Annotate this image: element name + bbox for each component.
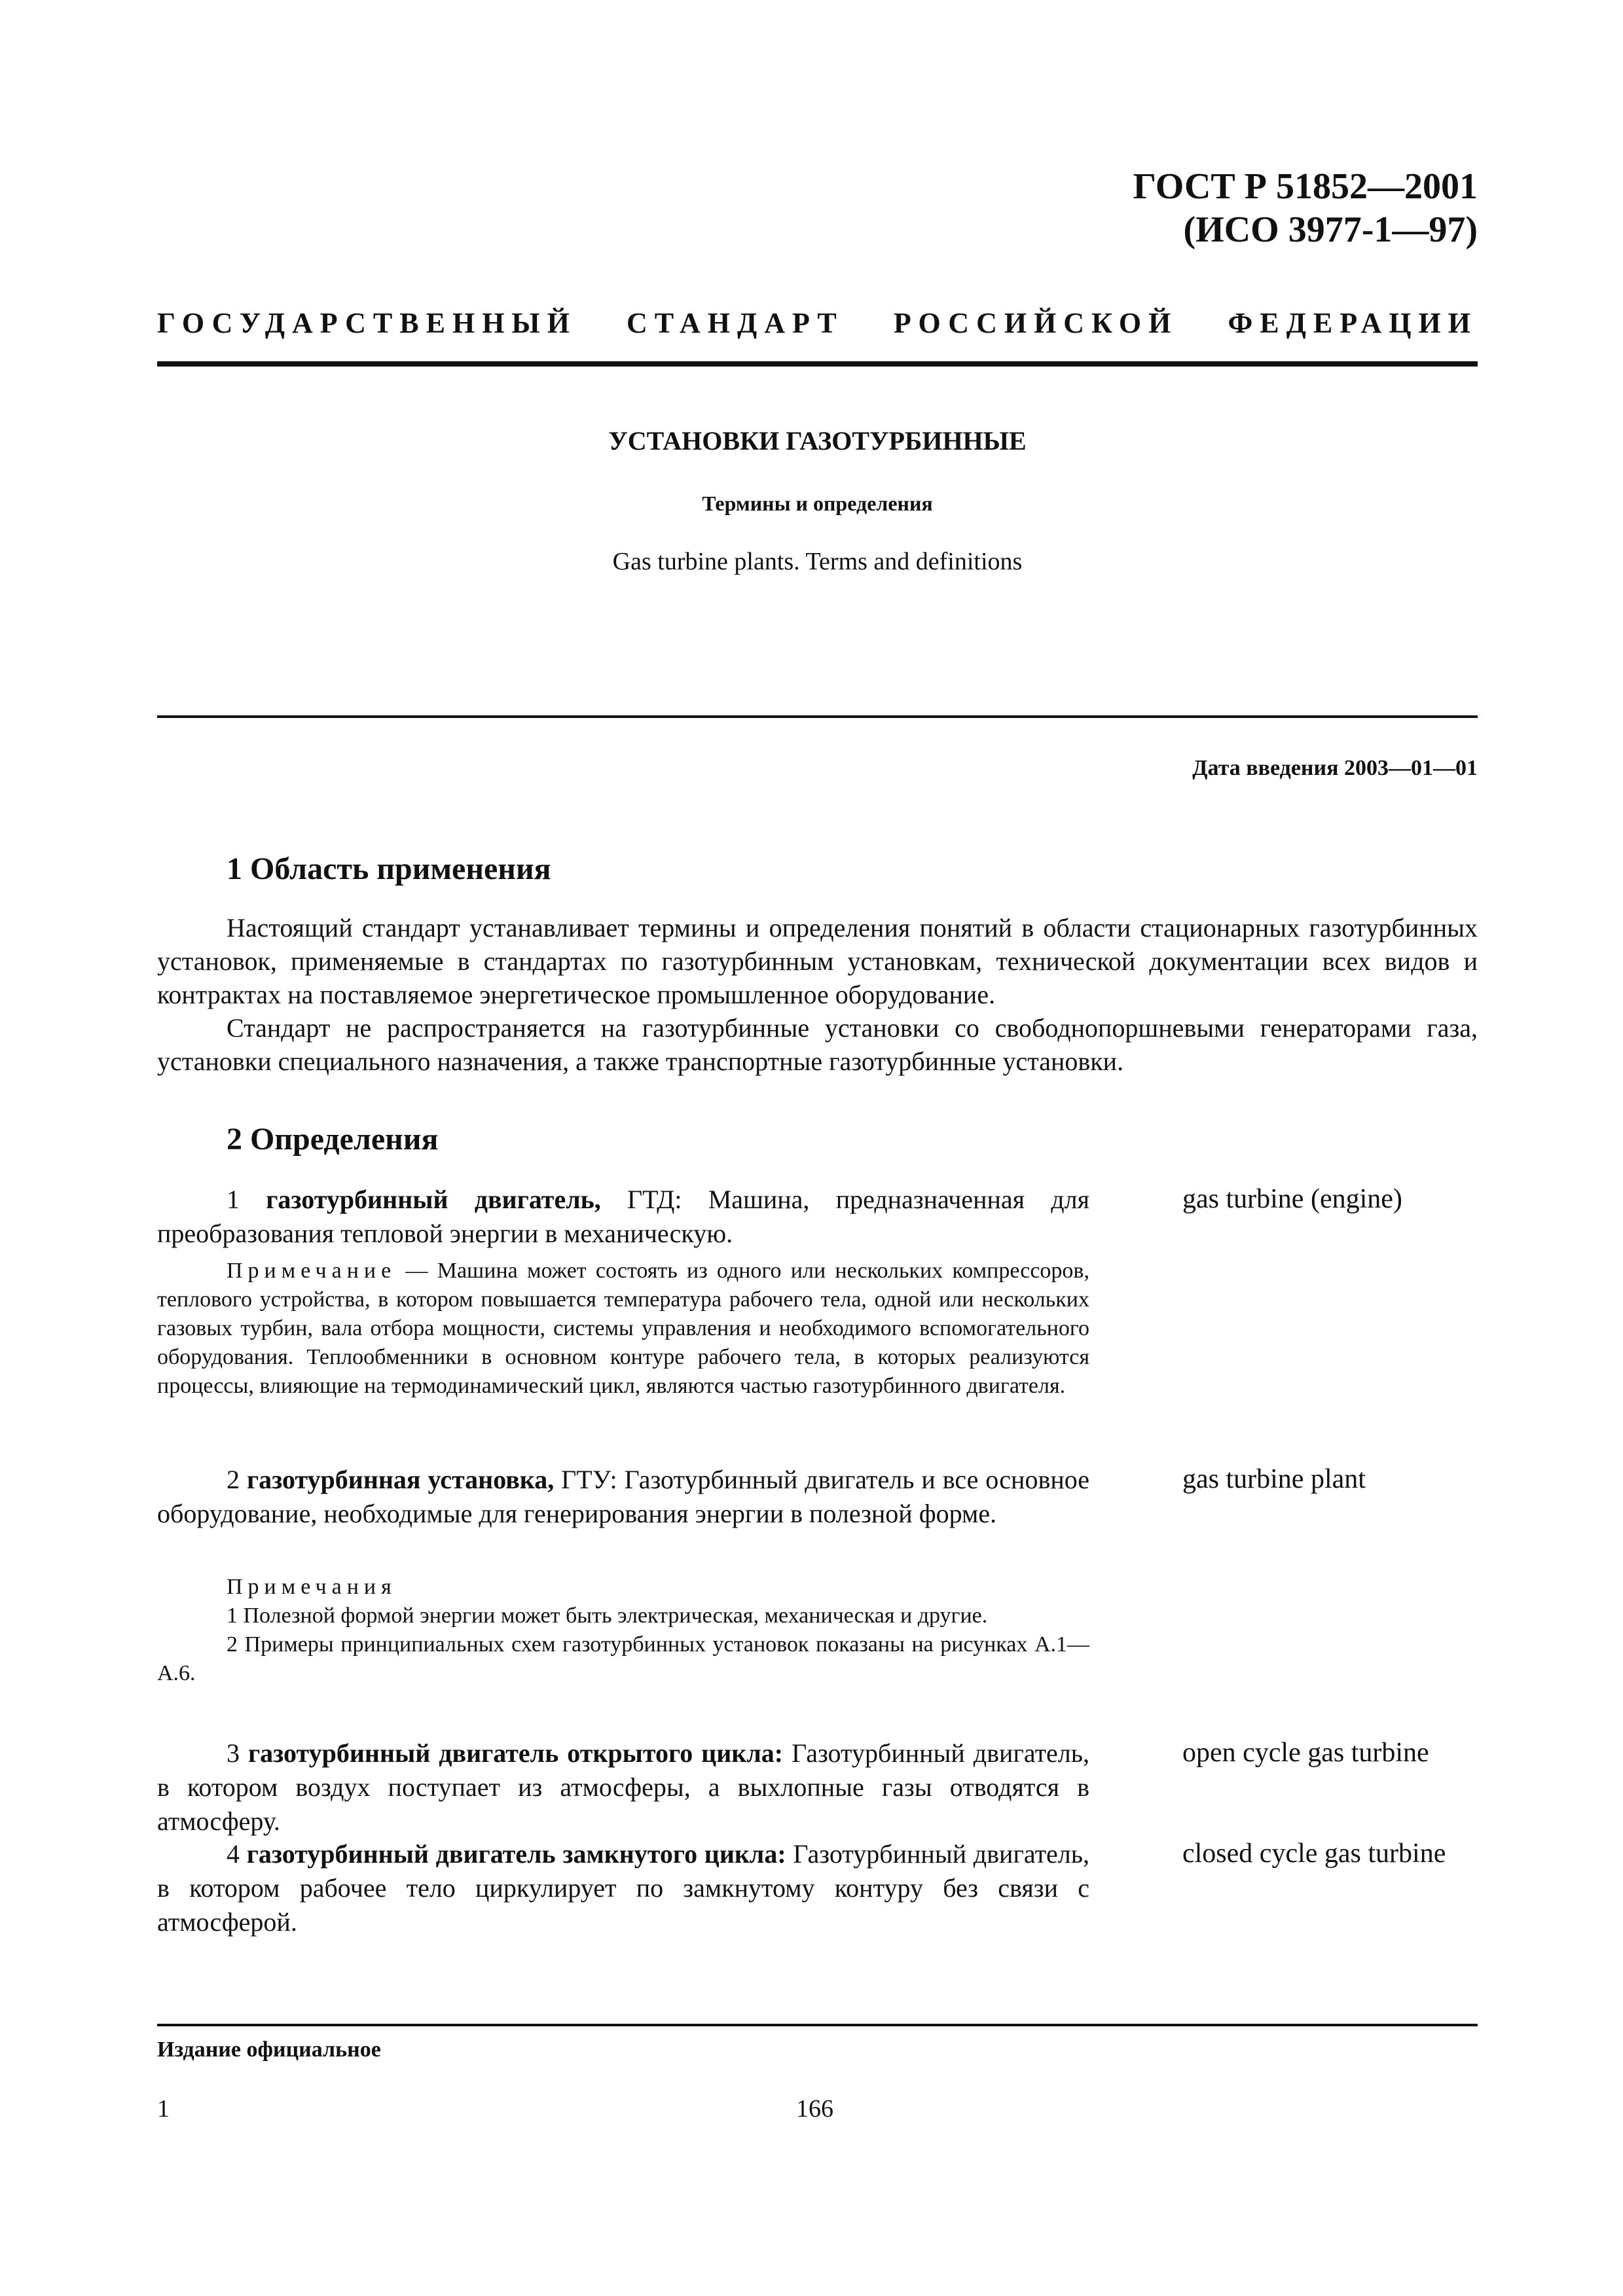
term-number: 4: [227, 1839, 240, 1869]
term-definition: ГТД: Машина, предназначенная для преобразования тепловой энергии в механическую.: [157, 1185, 1089, 1248]
section-heading-definitions: 2 Определения: [227, 1122, 439, 1157]
term-entry: [157, 1837, 1089, 1939]
standard-word: ГОСУДАРСТВЕННЫЙ: [157, 307, 577, 339]
term-definition: Газотурбинный двигатель, в котором рабочее тело циркулирует по замкнутому контуру без связи с атмосферой.: [157, 1839, 1090, 1937]
note-text: — Машина может состоять из одного или нескольких компрессоров, теплового устройства, в котором повышается температура рабочего тела, одной или нескольких газовых турбин, вала отбора мощности, системы управления и необходимого вспомогательного оборудования. Теплообменники в основном контуре рабочего тела, в которых реализуются процессы, влияющие на термодинамический цикл, являются частью газотурбинного двигателя.: [157, 1259, 1089, 1398]
iso-number: (ИСО 3977-1—97): [1183, 209, 1478, 250]
sheet-number: 1: [157, 2095, 170, 2123]
notes-label: Примечания: [227, 1575, 397, 1599]
note-label: Примечание: [227, 1259, 397, 1283]
note-item: 2 Примеры принципиальных схем газотурбинных установок показаны на рисунках А.1—А.6.: [157, 1632, 1089, 1685]
term-definition: Газотурбинный двигатель, в котором воздух поступает из атмосферы, а выхлопные газы отводятся в атмосферу.: [157, 1738, 1090, 1836]
term-english: gas turbine (engine): [1182, 1184, 1402, 1214]
note-item: 1 Полезной формой энергии может быть электрическая, механическая и другие.: [227, 1604, 988, 1628]
term-number: 2: [227, 1465, 240, 1494]
term-english: gas turbine plant: [1182, 1464, 1366, 1494]
term-name: газотурбинная установка,: [246, 1465, 555, 1494]
edition-label: Издание официальное: [157, 2037, 381, 2062]
term-entry: [157, 1183, 1089, 1251]
section-heading-scope: 1 Область применения: [227, 852, 551, 886]
term-name: газотурбинный двигатель,: [266, 1185, 601, 1214]
term-entry: [157, 1736, 1089, 1839]
document-title-english: Gas turbine plants. Terms and definitions: [612, 548, 1023, 575]
introduction-date: Дата введения 2003—01—01: [1192, 756, 1478, 780]
document-subtitle: Термины и определения: [702, 492, 933, 515]
scope-paragraph: Стандарт не распространяется на газотурбинные установки со свободнопоршневыми генераторами газа, установки специального назначения, а также транспортные газотурбинные установки.: [157, 1013, 1478, 1076]
term-english: open cycle gas turbine: [1182, 1738, 1429, 1768]
footer-divider: [157, 2024, 1478, 2026]
standard-code: [1133, 165, 1478, 251]
standard-word: СТАНДАРТ: [627, 307, 844, 339]
title-divider: [157, 715, 1478, 718]
standard-word: РОССИЙСКОЙ: [893, 307, 1178, 339]
term-number: 1: [227, 1185, 240, 1214]
term-english: closed cycle gas turbine: [1182, 1839, 1446, 1869]
standard-type-line: [157, 306, 1478, 340]
standard-number: ГОСТ Р 51852—2001: [1133, 166, 1478, 207]
term-notes: [157, 1573, 1089, 1688]
term-definition: ГТУ: Газотурбинный двигатель и все основное оборудование, необходимые для генерирования энергии в полезной форме.: [157, 1465, 1089, 1528]
page-number: 166: [796, 2095, 833, 2123]
term-name: газотурбинный двигатель замкнутого цикла:: [246, 1839, 786, 1869]
term-entry: [157, 1463, 1089, 1531]
header-divider: [157, 361, 1478, 367]
scope-paragraph: Настоящий стандарт устанавливает термины и определения понятий в области стационарных газотурбинных установок, применяемые в стандартах по газотурбинным установкам, технической документации всех видов и контрактах на поставляемое энергетическое промышленное оборудование.: [157, 913, 1478, 1009]
document-title: УСТАНОВКИ ГАЗОТУРБИННЫЕ: [608, 426, 1027, 456]
term-name: газотурбинный двигатель открытого цикла:: [248, 1738, 784, 1768]
term-note: [157, 1257, 1089, 1401]
term-number: 3: [227, 1738, 240, 1768]
standard-word: ФЕДЕРАЦИИ: [1228, 307, 1478, 339]
scope-text: [157, 911, 1478, 1078]
